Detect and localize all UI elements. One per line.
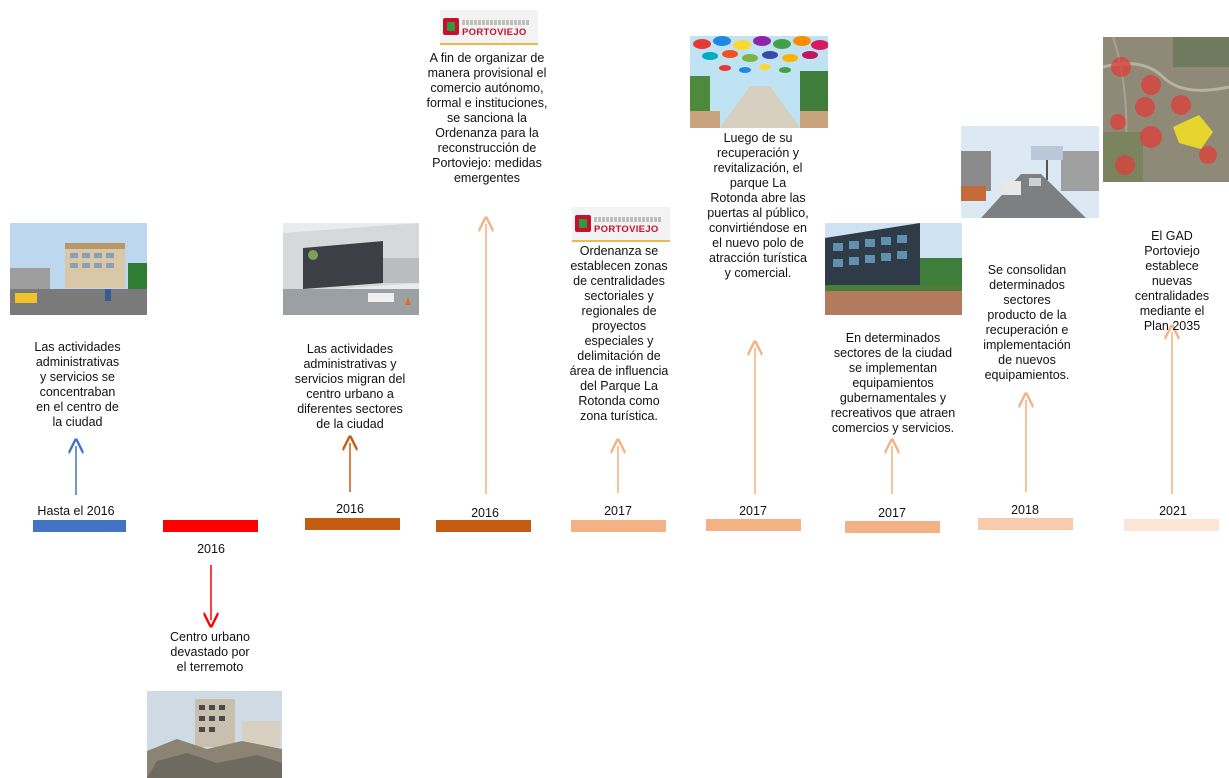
year-label-6: 2017 [739, 504, 767, 518]
government-building-photo [283, 223, 419, 315]
timeline-bar-6 [706, 519, 801, 531]
description-9: El GAD Portoviejo establece nuevas centralidades mediante el Plan 2035 [1134, 229, 1210, 333]
timeline-bar-1 [33, 520, 126, 532]
timeline-bar-7 [845, 521, 940, 533]
timeline-bar-4 [436, 520, 531, 532]
portoviejo-emblem-icon [443, 18, 459, 35]
description-7: En determinados sectores de la ciudad se implementan equipamientos gubernamentales y recreativos que atraen comercios y servicios. [830, 331, 956, 435]
umbrella-park-photo [690, 36, 828, 128]
description-4: A fin de organizar de manera provisional el comercio autónomo, formal e instituciones, se sanciona la Ordenanza para la reconstrucción de Portoviejo: medidas emergentes [426, 51, 548, 185]
year-label-4: 2016 [471, 506, 499, 520]
portoviejo-logo-1: PORTOVIEJO [440, 10, 538, 45]
portoviejo-emblem-icon [575, 215, 591, 232]
timeline-bar-8 [978, 518, 1073, 530]
description-6: Luego de su recuperación y revitalización, el parque La Rotonda abre las puertas al público, convirtiéndose en el nuevo polo de atracción turística y comercial. [707, 131, 809, 280]
description-2: Centro urbano devastado por el terremoto [170, 630, 250, 674]
modern-building-photo [825, 223, 962, 315]
aerial-map-photo [1103, 37, 1229, 182]
timeline-bar-9 [1124, 519, 1219, 531]
earthquake-ruins-photo [147, 691, 282, 778]
year-label-7: 2017 [878, 506, 906, 520]
year-label-1: Hasta el 2016 [37, 504, 115, 518]
timeline-bar-2 [163, 520, 258, 532]
description-3: Las actividades administrativas y servicios migran del centro urbano a diferentes sectores de la ciudad [294, 342, 406, 431]
description-1: Las actividades administrativas y servicios se concentraban en el centro de la ciudad [34, 340, 121, 429]
description-8: Se consolidan determinados sectores producto de la recuperación e implementación de nuevos equipamientos. [983, 263, 1071, 382]
street-traffic-photo [961, 126, 1099, 218]
year-label-9: 2021 [1159, 504, 1187, 518]
description-5: Ordenanza se establecen zonas de centralidades sectoriales y regionales de proyectos especiales y delimitación de área de influencia del Parque La Rotonda como zona turística. [569, 244, 669, 423]
city-center-photo [10, 223, 147, 315]
timeline-bar-3 [305, 518, 400, 530]
timeline-bar-5 [571, 520, 666, 532]
year-label-3: 2016 [336, 502, 364, 516]
portoviejo-logo-2: PORTOVIEJO [572, 207, 670, 242]
year-label-5: 2017 [604, 504, 632, 518]
year-label-8: 2018 [1011, 503, 1039, 517]
year-label-2: 2016 [197, 542, 225, 556]
